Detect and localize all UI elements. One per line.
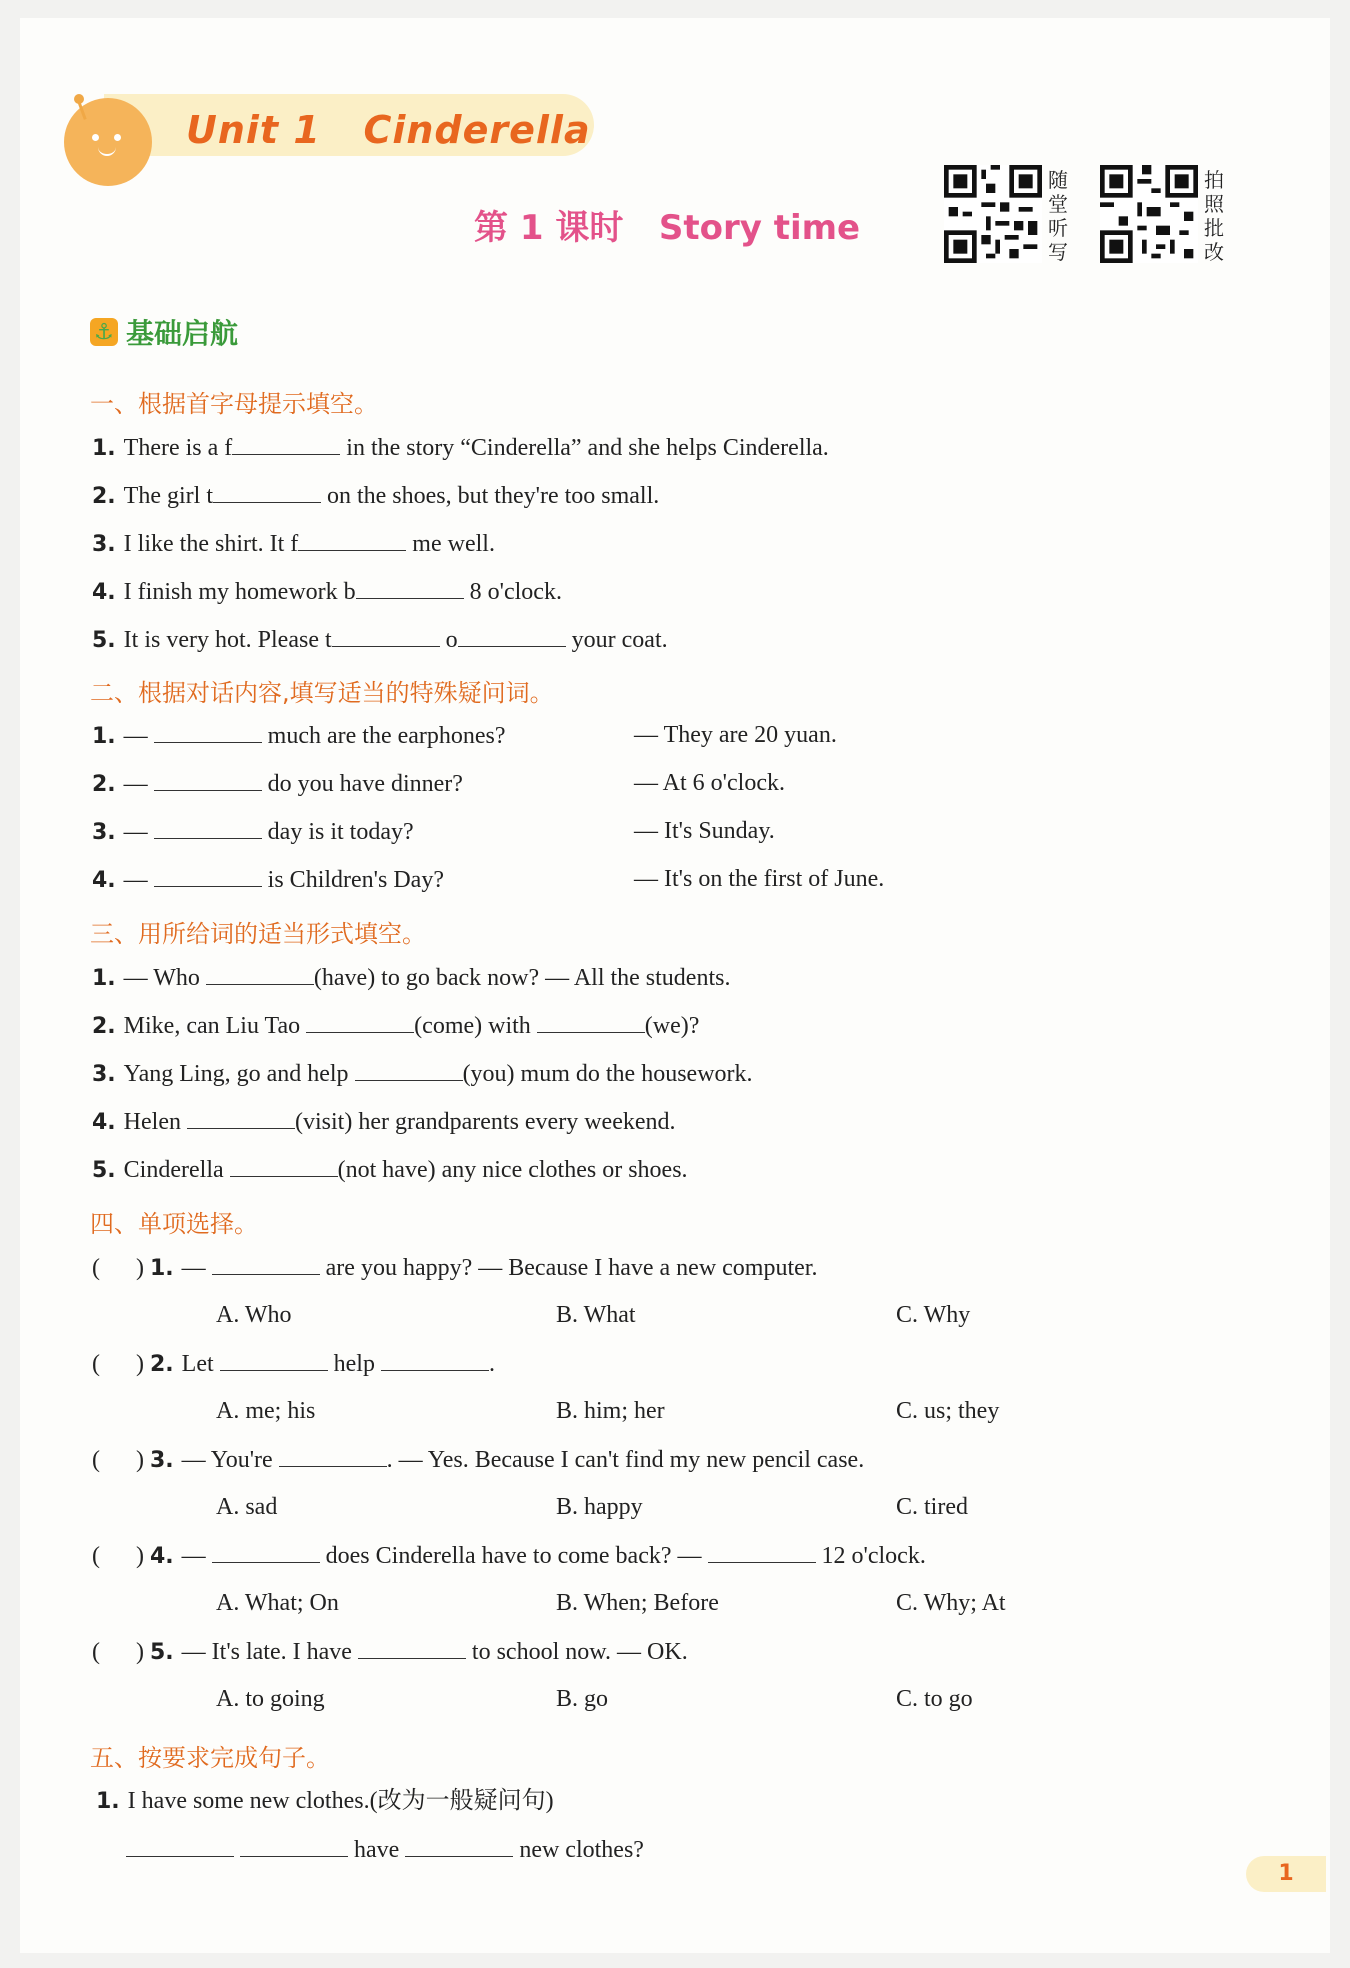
- answer-blank[interactable]: [298, 528, 406, 551]
- answer-blank[interactable]: [708, 1540, 816, 1563]
- option-b[interactable]: B. go: [556, 1686, 609, 1712]
- option-b[interactable]: B. happy: [556, 1494, 643, 1520]
- part2-title: 二、根据对话内容,填写适当的特殊疑问词。: [90, 679, 554, 707]
- list-item: 5. Cinderella (not have) any nice clothes or shoes.: [92, 1154, 688, 1186]
- answer-blank[interactable]: [154, 768, 262, 791]
- answer-blank[interactable]: [126, 1834, 234, 1857]
- answer-blank[interactable]: [154, 864, 262, 887]
- dialog-answer: — At 6 o'clock.: [634, 770, 785, 796]
- answer-blank[interactable]: [240, 1834, 348, 1857]
- answer-blank[interactable]: [154, 816, 262, 839]
- anchor-icon: ⚓: [90, 318, 118, 346]
- answer-blank[interactable]: [537, 1010, 645, 1033]
- option-a[interactable]: A. me; his: [216, 1398, 316, 1424]
- option-a[interactable]: A. What; On: [216, 1590, 339, 1616]
- list-item: 1. — Who (have) to go back now? — All the students.: [92, 962, 730, 994]
- option-a[interactable]: A. Who: [216, 1302, 292, 1328]
- dialog-answer: — It's on the first of June.: [634, 866, 885, 892]
- qr-code-icon[interactable]: [1100, 165, 1198, 263]
- section-title: 基础启航: [126, 317, 239, 350]
- unit-title: Unit 1 Cinderella: [186, 108, 591, 152]
- list-item: 2. The girl t on the shoes, but they're too small.: [92, 480, 659, 512]
- answer-bracket[interactable]: ( ): [92, 1639, 144, 1665]
- answer-blank[interactable]: [458, 624, 566, 647]
- answer-bracket[interactable]: ( ): [92, 1351, 144, 1377]
- list-item: 3. I like the shirt. It f me well.: [92, 528, 495, 560]
- option-c[interactable]: C. tired: [896, 1494, 968, 1520]
- answer-blank[interactable]: [381, 1348, 489, 1371]
- list-item: 4. I finish my homework b 8 o'clock.: [92, 576, 562, 608]
- list-item: 1. There is a f in the story “Cinderella” and she helps Cinderella.: [92, 432, 829, 464]
- answer-bracket[interactable]: ( ): [92, 1447, 144, 1473]
- answer-blank[interactable]: [212, 1540, 320, 1563]
- part1-title: 一、根据首字母提示填空。: [90, 390, 378, 418]
- list-item: 3. — day is it today?: [92, 816, 414, 848]
- qr-code-icon[interactable]: [944, 165, 1042, 263]
- unit-banner: [64, 80, 594, 176]
- part3-title: 三、用所给词的适当形式填空。: [90, 920, 426, 948]
- answer-blank[interactable]: [356, 576, 464, 599]
- answer-blank[interactable]: [306, 1010, 414, 1033]
- option-a[interactable]: A. to going: [216, 1686, 325, 1712]
- answer-line: have new clothes?: [126, 1834, 644, 1865]
- answer-blank[interactable]: [154, 720, 262, 743]
- answer-blank[interactable]: [355, 1058, 463, 1081]
- option-b[interactable]: B. him; her: [556, 1398, 665, 1424]
- qr-photo-check-label: 拍照批改: [1204, 168, 1224, 264]
- option-c[interactable]: C. us; they: [896, 1398, 1000, 1424]
- mc-question: ( ) 4. — does Cinderella have to come back? — 12 o'clock.: [92, 1540, 926, 1572]
- mc-question: ( ) 5. — It's late. I have to school now. — OK.: [92, 1636, 688, 1668]
- option-c[interactable]: C. Why; At: [896, 1590, 1006, 1616]
- answer-blank[interactable]: [230, 1154, 338, 1177]
- answer-blank[interactable]: [212, 1252, 320, 1275]
- list-item: 3. Yang Ling, go and help (you) mum do the housework.: [92, 1058, 753, 1090]
- page-number: 1: [1246, 1856, 1326, 1892]
- option-c[interactable]: C. to go: [896, 1686, 973, 1712]
- list-item: 4. Helen (visit) her grandparents every weekend.: [92, 1106, 676, 1138]
- mc-question: ( ) 1. — are you happy? — Because I have a new computer.: [92, 1252, 817, 1284]
- answer-blank[interactable]: [187, 1106, 295, 1129]
- sun-mascot-icon: [64, 98, 152, 186]
- answer-blank[interactable]: [232, 432, 340, 455]
- qr-dictation-label: 随堂听写: [1048, 168, 1068, 264]
- answer-blank[interactable]: [358, 1636, 466, 1659]
- list-item: 2. — do you have dinner?: [92, 768, 463, 800]
- list-item: 2. Mike, can Liu Tao (come) with (we)?: [92, 1010, 699, 1042]
- lesson-title: 第 1 课时 Story time: [474, 208, 861, 248]
- option-b[interactable]: B. What: [556, 1302, 636, 1328]
- list-item: 4. — is Children's Day?: [92, 864, 444, 896]
- answer-blank[interactable]: [405, 1834, 513, 1857]
- mc-question: ( ) 2. Let help .: [92, 1348, 495, 1380]
- part5-title: 五、按要求完成句子。: [90, 1744, 330, 1772]
- part4-title: 四、单项选择。: [90, 1210, 258, 1238]
- option-a[interactable]: A. sad: [216, 1494, 278, 1520]
- answer-blank[interactable]: [206, 962, 314, 985]
- dialog-answer: — They are 20 yuan.: [634, 722, 837, 748]
- answer-bracket[interactable]: ( ): [92, 1543, 144, 1569]
- answer-blank[interactable]: [332, 624, 440, 647]
- list-item: 1. — much are the earphones?: [92, 720, 506, 752]
- answer-blank[interactable]: [220, 1348, 328, 1371]
- list-item: 1. I have some new clothes.(改为一般疑问句): [96, 1788, 554, 1814]
- section-header: [90, 312, 238, 352]
- dialog-answer: — It's Sunday.: [634, 818, 775, 844]
- list-item: 5. It is very hot. Please t o your coat.: [92, 624, 668, 656]
- answer-blank[interactable]: [279, 1444, 387, 1467]
- option-b[interactable]: B. When; Before: [556, 1590, 719, 1616]
- answer-blank[interactable]: [213, 480, 321, 503]
- mc-question: ( ) 3. — You're . — Yes. Because I can't find my new pencil case.: [92, 1444, 864, 1476]
- answer-bracket[interactable]: ( ): [92, 1255, 144, 1281]
- option-c[interactable]: C. Why: [896, 1302, 971, 1328]
